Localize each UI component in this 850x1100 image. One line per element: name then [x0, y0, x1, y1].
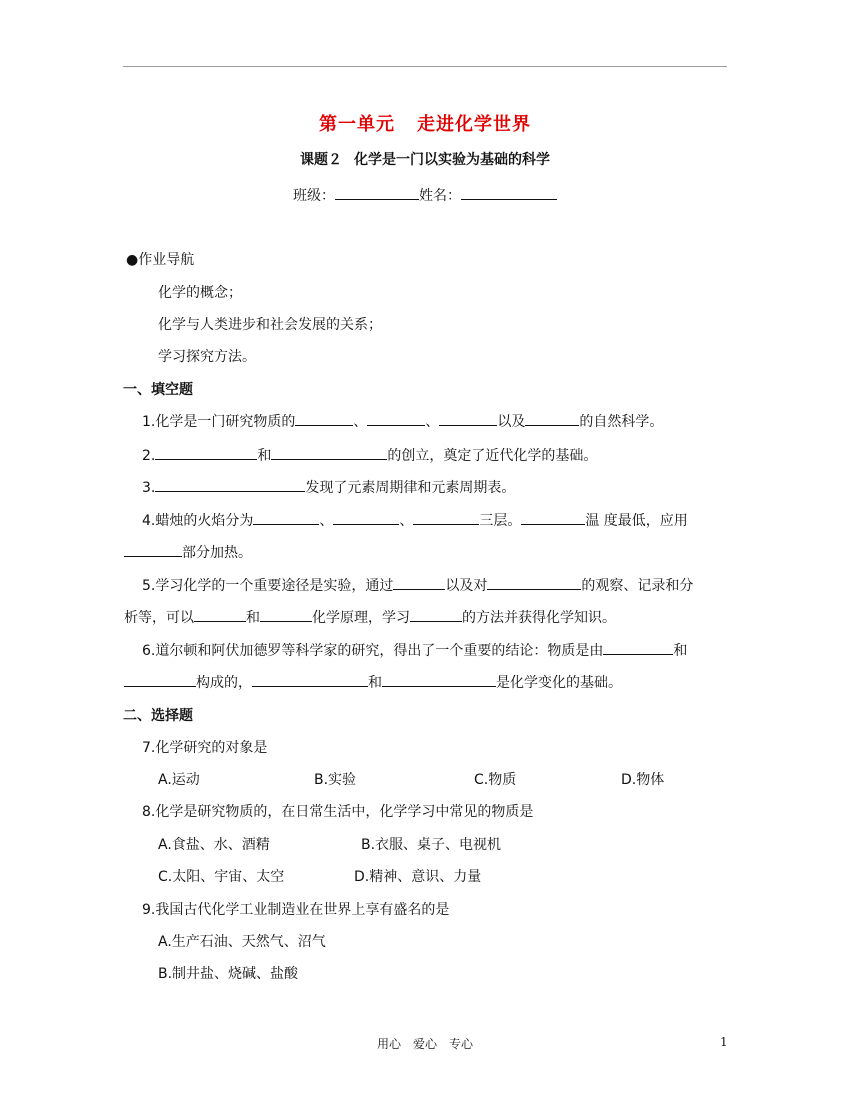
unit-title — [0, 110, 850, 136]
question-text: 和 — [368, 675, 382, 691]
question-number: 6. — [142, 643, 156, 659]
question-number: 5. — [142, 578, 156, 594]
answer-blank[interactable] — [521, 511, 585, 525]
option-b[interactable]: B.衣服、桌子、电视机 — [361, 837, 502, 853]
answer-blank[interactable] — [413, 511, 479, 525]
answer-blank[interactable] — [410, 608, 462, 622]
lesson-subtitle — [0, 149, 850, 169]
question-5 — [142, 575, 693, 595]
question-text: 的方法并获得化学知识。 — [462, 610, 616, 626]
header-rule — [123, 66, 727, 67]
question-number: 1. — [142, 414, 156, 430]
question-5-cont — [124, 607, 616, 627]
option-a[interactable]: A.生产石油、天然气、沼气 — [158, 934, 326, 950]
answer-blank[interactable] — [252, 673, 368, 687]
question-text: 道尔顿和阿伏加德罗等科学家的研究，得出了一个重要的结论：物质是由 — [155, 643, 604, 659]
question-text: 是化学变化的基础。 — [496, 675, 622, 691]
option-c[interactable]: C.物质 — [474, 772, 517, 788]
question-2 — [142, 445, 597, 465]
question-text: 和 — [673, 643, 688, 659]
page-number: 1 — [720, 1035, 728, 1049]
answer-blank[interactable] — [393, 576, 445, 590]
question-text: 的观察、记录和分 — [581, 578, 694, 594]
lesson-topic: 化学是一门以实验为基础的科学 — [354, 152, 550, 168]
class-blank[interactable] — [335, 186, 419, 200]
answer-blank[interactable] — [253, 511, 319, 525]
option-a[interactable]: A.食盐、水、酒精 — [158, 837, 270, 853]
guide-heading-line — [126, 249, 194, 269]
guide-heading: 作业导航 — [138, 252, 195, 268]
question-text: 以及 — [497, 414, 526, 430]
question-number: 4. — [142, 513, 156, 529]
answer-blank[interactable] — [260, 608, 312, 622]
answer-blank[interactable] — [194, 608, 246, 622]
answer-blank[interactable] — [333, 511, 399, 525]
question-6 — [142, 640, 687, 660]
option-d[interactable]: D.物体 — [621, 772, 665, 788]
question-text: 蜡烛的火焰分为 — [155, 513, 254, 529]
class-name-line — [0, 185, 850, 205]
guide-item: 学习探究方法。 — [158, 349, 256, 365]
question-4-cont — [124, 542, 252, 562]
option-a[interactable]: A.运动 — [158, 772, 200, 788]
option-b[interactable]: B.实验 — [314, 772, 357, 788]
question-text: 化学原理，学习 — [312, 610, 410, 626]
question-text: 构成的， — [196, 675, 252, 691]
answer-blank[interactable] — [271, 446, 387, 460]
question-6-cont — [124, 672, 622, 692]
question-text: 三层。 — [479, 513, 522, 529]
question-4 — [142, 510, 688, 530]
separator: 、 — [353, 414, 368, 430]
question-text: 的创立，奠定了近代化学的基础。 — [387, 448, 598, 464]
question-text: 化学是一门研究物质的 — [155, 414, 296, 430]
question-9: 9.我国古代化学工业制造业在世界上享有盛名的是 — [142, 902, 450, 918]
unit-name: 走进化学世界 — [417, 114, 531, 135]
separator: 、 — [319, 513, 334, 529]
bullet-icon: ● — [126, 252, 139, 268]
answer-blank[interactable] — [124, 673, 196, 687]
separator: 、 — [425, 414, 440, 430]
option-d[interactable]: D.精神、意识、力量 — [354, 869, 482, 885]
question-7: 7.化学研究的对象是 — [142, 740, 268, 756]
question-text: 发现了元素周期律和元素周期表。 — [305, 480, 516, 496]
guide-item: 化学与人类进步和社会发展的关系； — [158, 317, 382, 333]
option-b[interactable]: B.制井盐、烧碱、盐酸 — [158, 966, 299, 982]
separator: 、 — [399, 513, 414, 529]
page-footer: 用心 爱心 专心 — [376, 1037, 473, 1051]
class-label: 班级： — [293, 188, 335, 204]
option-c[interactable]: C.太阳、宇宙、太空 — [158, 869, 285, 885]
guide-item: 化学的概念； — [158, 285, 242, 301]
name-label: 姓名： — [419, 188, 461, 204]
question-1 — [142, 411, 663, 431]
lesson-number: 课题２ — [300, 152, 342, 168]
question-8: 8.化学是研究物质的，在日常生活中，化学学习中常见的物质是 — [142, 804, 534, 820]
question-text: 析等，可以 — [124, 610, 194, 626]
question-text: 部分加热。 — [182, 545, 252, 561]
question-text: 和 — [257, 448, 272, 464]
section-heading-choice: 二、选择题 — [123, 708, 193, 724]
answer-blank[interactable] — [155, 478, 305, 492]
question-number: 2. — [142, 448, 156, 464]
answer-blank[interactable] — [382, 673, 496, 687]
question-number: 3. — [142, 480, 156, 496]
question-text: 学习化学的一个重要途径是实验，通过 — [155, 578, 394, 594]
answer-blank[interactable] — [295, 412, 353, 426]
unit-number: 第一单元 — [319, 114, 395, 135]
question-text: 和 — [246, 610, 260, 626]
question-text: 以及对 — [445, 578, 488, 594]
section-heading-fill: 一、填空题 — [123, 382, 193, 398]
answer-blank[interactable] — [124, 543, 182, 557]
answer-blank[interactable] — [155, 446, 257, 460]
answer-blank[interactable] — [367, 412, 425, 426]
answer-blank[interactable] — [603, 641, 673, 655]
answer-blank[interactable] — [439, 412, 497, 426]
answer-blank[interactable] — [487, 576, 581, 590]
name-blank[interactable] — [461, 186, 557, 200]
question-text: 温 度最低，应用 — [585, 513, 688, 529]
answer-blank[interactable] — [525, 412, 579, 426]
question-3 — [142, 477, 515, 497]
question-text: 的自然科学。 — [579, 414, 664, 430]
